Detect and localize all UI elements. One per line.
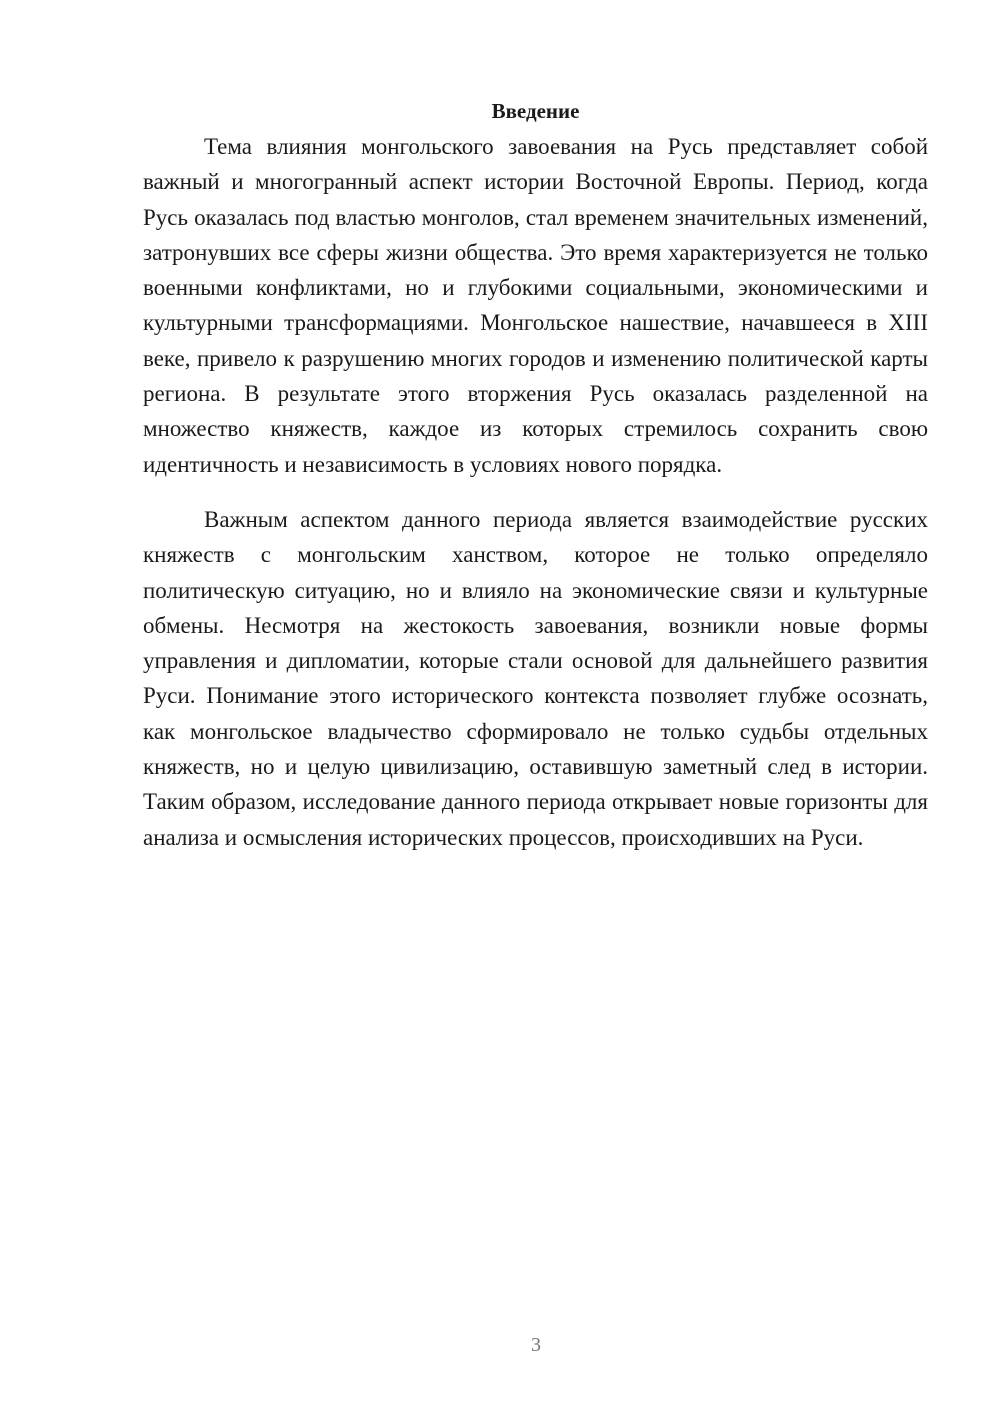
page-number: 3 — [531, 1334, 541, 1356]
paragraph: Тема влияния монгольского завоевания на Русь представляет собой важный и многогранный аспект истории Восточной Европы. Период, когда Русь оказалась под властью монголов, стал временем значительных изменений, затронувших все сферы жизни общества. Это время характеризуется не только военными конфликтами, но и глубокими социальными, экономическими и культурными трансформациями. Монгольское нашествие, начавшееся в XIII веке, привело к разрушению многих городов и изменению политической карты региона. В результате этого вторжения Русь оказалась разделенной на множество княжеств, каждое из которых стремилось сохранить свою идентичность и независимость в условиях нового порядка. — [143, 134, 928, 477]
section-heading: Введение — [491, 99, 580, 123]
paragraph: Важным аспектом данного периода является взаимодействие русских княжеств с монгольским ханством, которое не только определяло политическую ситуацию, но и влияло на экономические связи и культурные обмены. Несмотря на жестокость завоевания, возникли новые формы управления и дипломатии, которые стали основой для дальнейшего развития Руси. Понимание этого исторического контекста позволяет глубже осознать, как монгольское владычество сформировало не только судьбы отдельных княжеств, но и целую цивилизацию, оставившую заметный след в истории. Таким образом, исследование данного периода открывает новые горизонты для анализа и осмысления исторических процессов, происходивших на Руси. — [143, 506, 928, 850]
page-content — [143, 96, 928, 855]
